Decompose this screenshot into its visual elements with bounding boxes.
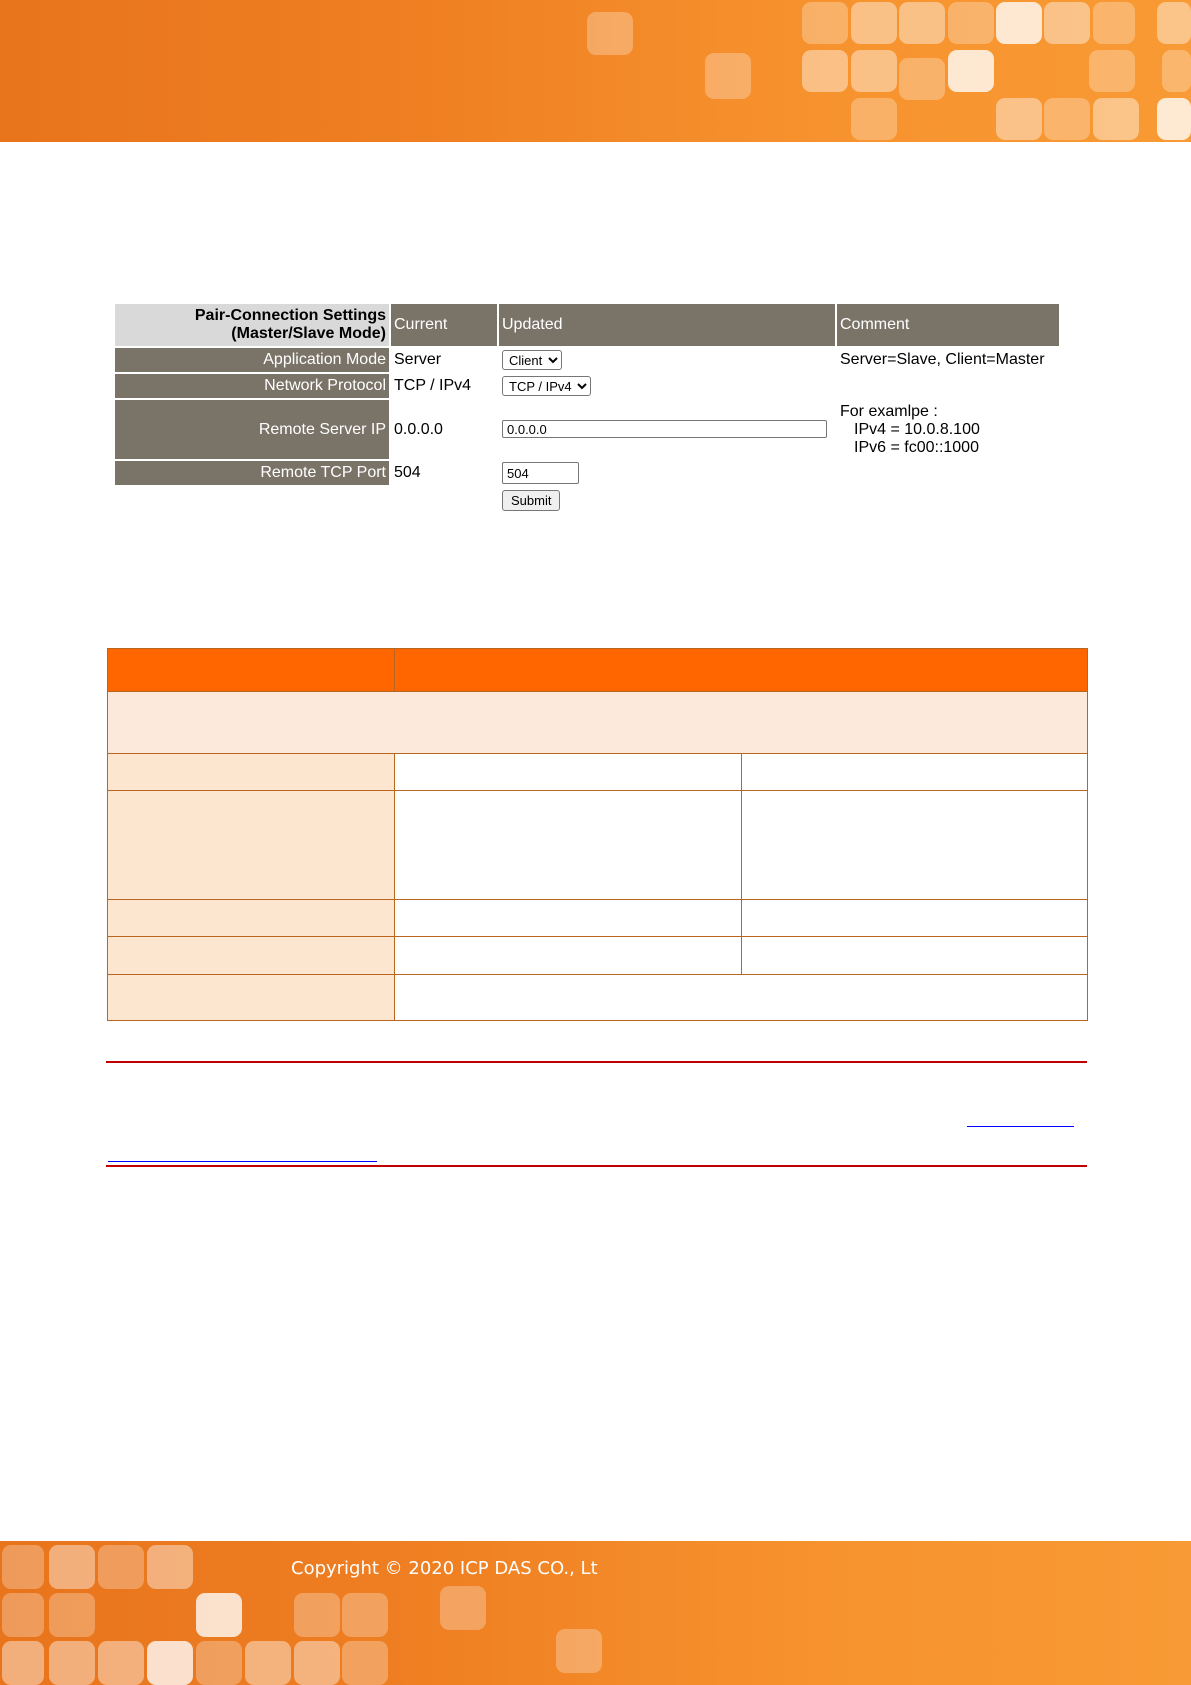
decor-tile — [147, 1545, 193, 1589]
table-cell — [108, 937, 395, 975]
decor-tile — [342, 1593, 388, 1637]
decor-tile — [1093, 98, 1139, 140]
decor-tile — [2, 1545, 44, 1589]
remote-server-ip-label: Remote Server IP — [115, 400, 389, 459]
decor-tile — [49, 1545, 95, 1589]
network-protocol-select[interactable] — [502, 376, 591, 396]
remote-tcp-port-input[interactable] — [502, 462, 579, 484]
table-row — [108, 937, 1088, 975]
submit-spacer — [391, 487, 497, 513]
decor-tile — [1089, 50, 1135, 92]
decor-tile — [948, 50, 994, 92]
column-header-current: Current — [391, 304, 497, 346]
remote-tcp-port-comment — [837, 461, 1059, 485]
table-cell — [741, 937, 1088, 975]
table-cell — [108, 975, 395, 1021]
description-header-cell — [395, 649, 1088, 692]
table-cell — [395, 937, 742, 975]
decor-tile — [294, 1593, 340, 1637]
table-row — [108, 791, 1088, 900]
header-banner — [0, 0, 1191, 142]
settings-description-table — [107, 648, 1088, 1021]
description-section-row — [108, 692, 1088, 754]
pair-connection-title — [115, 304, 389, 346]
submit-cell — [499, 487, 835, 513]
decor-tile — [851, 2, 897, 44]
application-mode-label: Application Mode — [115, 348, 389, 372]
submit-spacer — [115, 487, 389, 513]
column-header-comment: Comment — [837, 304, 1059, 346]
ip-example-heading: For examlpe : — [840, 402, 938, 420]
decor-tile — [899, 2, 945, 44]
decor-tile — [342, 1641, 388, 1685]
submit-button[interactable]: Submit — [502, 490, 560, 511]
description-section-cell — [108, 692, 1088, 754]
description-header-row — [108, 649, 1088, 692]
decor-tile — [245, 1641, 291, 1685]
decor-tile — [294, 1641, 340, 1685]
remote-server-ip-comment — [837, 400, 1059, 459]
title-line-2: (Master/Slave Mode) — [231, 325, 386, 342]
decor-tile — [1157, 98, 1191, 140]
network-protocol-comment — [837, 374, 1059, 398]
decor-tile — [996, 2, 1042, 44]
note-divider-top — [106, 1061, 1087, 1063]
remote-tcp-port-label: Remote TCP Port — [115, 461, 389, 485]
application-mode-updated-cell — [499, 348, 835, 372]
decor-tile — [440, 1586, 486, 1630]
table-cell — [395, 900, 742, 937]
decor-tile — [49, 1593, 95, 1637]
decor-tile — [1093, 2, 1135, 44]
decor-tile — [98, 1641, 144, 1685]
decor-tile — [196, 1593, 242, 1637]
link-underline[interactable] — [108, 1161, 377, 1162]
remote-tcp-port-current: 504 — [394, 464, 421, 481]
table-cell — [741, 791, 1088, 900]
decor-tile — [948, 2, 994, 44]
table-cell — [741, 900, 1088, 937]
decor-tile — [705, 53, 751, 99]
decor-tile — [2, 1593, 44, 1637]
table-row — [108, 900, 1088, 937]
footer-banner — [0, 1541, 1191, 1685]
table-cell — [108, 791, 395, 900]
decor-tile — [2, 1641, 44, 1685]
decor-tile — [851, 50, 897, 92]
decor-tile — [1044, 2, 1090, 44]
application-mode-current: Server — [394, 351, 442, 368]
table-cell — [395, 975, 1088, 1021]
table-cell — [108, 900, 395, 937]
remote-server-ip-current: 0.0.0.0 — [394, 420, 443, 438]
link-underline[interactable] — [967, 1126, 1074, 1127]
decor-tile — [556, 1629, 602, 1673]
column-header-updated: Updated — [499, 304, 835, 346]
decor-tile — [1162, 50, 1191, 92]
table-cell — [108, 754, 395, 791]
table-cell — [395, 754, 742, 791]
decor-tile — [851, 98, 897, 140]
decor-tile — [49, 1641, 95, 1685]
application-mode-comment: Server=Slave, Client=Master — [840, 351, 1045, 368]
table-cell — [741, 754, 1088, 791]
network-protocol-label: Network Protocol — [115, 374, 389, 398]
network-protocol-current: TCP / IPv4 — [394, 377, 472, 394]
note-divider-bottom — [106, 1165, 1087, 1167]
description-header-cell — [108, 649, 395, 692]
decor-tile — [98, 1545, 144, 1589]
table-row — [108, 754, 1088, 791]
decor-tile — [1044, 98, 1090, 140]
title-line-1: Pair-Connection Settings — [194, 307, 386, 324]
decor-tile — [802, 50, 848, 92]
remote-server-ip-updated-cell — [499, 400, 835, 459]
application-mode-select[interactable] — [502, 350, 562, 370]
table-cell — [395, 791, 742, 900]
decor-tile — [1157, 2, 1191, 44]
decor-tile — [587, 12, 633, 55]
remote-server-ip-input[interactable] — [502, 420, 827, 438]
network-protocol-updated-cell — [499, 374, 835, 398]
decor-tile — [802, 2, 848, 44]
remote-tcp-port-updated-cell — [499, 461, 835, 485]
ipv4-example: IPv4 = 10.0.8.100 — [854, 420, 980, 438]
table-row — [108, 975, 1088, 1021]
decor-tile — [996, 98, 1042, 140]
pair-connection-settings-table — [113, 302, 1061, 515]
decor-tile — [147, 1641, 193, 1685]
ipv6-example: IPv6 = fc00::1000 — [854, 438, 979, 456]
copyright-text: Copyright © 2020 ICP DAS CO., Lt — [291, 1558, 598, 1579]
decor-tile — [196, 1641, 242, 1685]
submit-spacer — [837, 487, 1059, 513]
decor-tile — [899, 58, 945, 100]
